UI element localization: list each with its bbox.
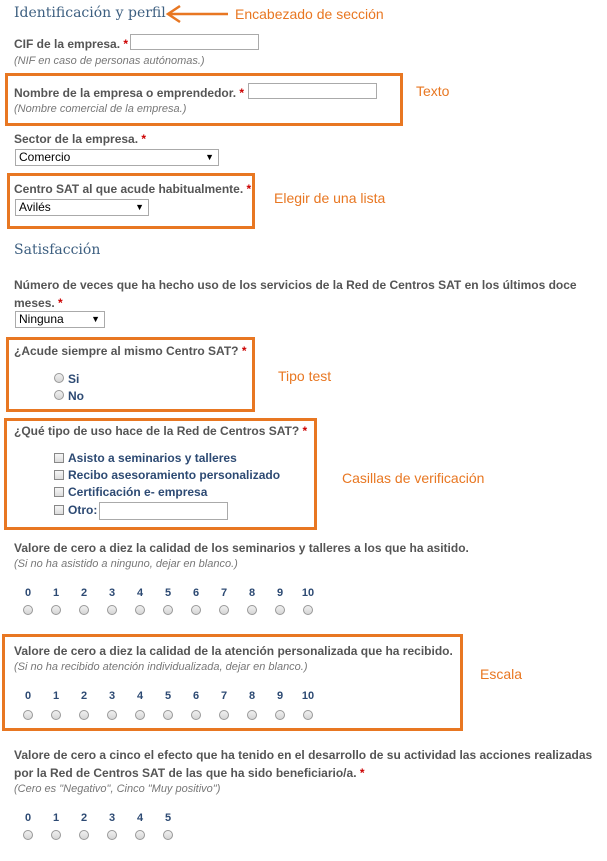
calidad-atencion-scale-label: 8 (248, 690, 256, 702)
efecto-hint: (Cero es "Negativo", Cinco "Muy positivo") (14, 783, 221, 795)
calidad-atencion-scale-label: 6 (192, 690, 200, 702)
calidad-seminarios-scale-label: 4 (136, 587, 144, 599)
calidad-atencion-scale-label: 2 (80, 690, 88, 702)
annotation-test: Tipo test (278, 368, 332, 384)
calidad-atencion-hint: (Si no ha recibido atención individualizada, dejar en blanco.) (14, 661, 308, 673)
calidad-atencion-scale-label: 5 (164, 690, 172, 702)
annotation-text: Texto (416, 83, 450, 99)
calidad-seminarios-scale-radio[interactable] (79, 605, 89, 615)
calidad-atencion-scale-radio[interactable] (51, 710, 61, 720)
efecto-scale-radio[interactable] (107, 830, 117, 840)
calidad-seminarios-scale-label: 3 (108, 587, 116, 599)
cif-label: CIF de la empresa. * (14, 37, 129, 51)
calidad-seminarios-scale-radio[interactable] (191, 605, 201, 615)
dropdown-arrow-icon: ▼ (135, 202, 144, 212)
calidad-atencion-scale-radio[interactable] (107, 710, 117, 720)
calidad-atencion-scale-radio[interactable] (275, 710, 285, 720)
centro-label: Centro SAT al que acude habitualmente. * (14, 182, 252, 196)
dropdown-arrow-icon: ▼ (91, 314, 100, 324)
efecto-scale-radio[interactable] (51, 830, 61, 840)
calidad-seminarios-scale-label: 1 (52, 587, 60, 599)
nombre-hint: (Nombre comercial de la empresa.) (14, 103, 187, 115)
mismo-centro-no-label: No (68, 389, 84, 403)
calidad-atencion-scale-label: 10 (301, 690, 315, 702)
dropdown-arrow-icon: ▼ (205, 152, 214, 162)
calidad-atencion-label: Valore de cero a diez la calidad de la atención personalizada que ha recibido. (14, 644, 453, 658)
annotation-section-header: Encabezado de sección (235, 6, 384, 22)
efecto-label: Valore de cero a cinco el efecto que ha tenido en el desarrollo de su actividad las acciones realizadas por la Red de Centros SAT de las que ha sido beneficiario/a. * (14, 748, 593, 780)
mismo-centro-si-radio[interactable] (54, 373, 64, 383)
centro-select[interactable] (15, 199, 149, 216)
calidad-seminarios-scale-radio[interactable] (51, 605, 61, 615)
efecto-scale-radio[interactable] (79, 830, 89, 840)
efecto-scale-radio[interactable] (163, 830, 173, 840)
annotation-checkboxes: Casillas de verificación (342, 470, 485, 486)
sector-select[interactable] (15, 149, 219, 166)
uso-otro-checkbox[interactable] (54, 505, 64, 515)
uso-certificacion-checkbox[interactable] (54, 487, 64, 497)
calidad-atencion-scale-radio[interactable] (163, 710, 173, 720)
uso-certificacion-label: Certificación e- empresa (68, 485, 208, 499)
calidad-atencion-scale-label: 7 (220, 690, 228, 702)
calidad-atencion-scale-label: 4 (136, 690, 144, 702)
calidad-seminarios-scale-label: 9 (276, 587, 284, 599)
calidad-atencion-scale-radio[interactable] (191, 710, 201, 720)
calidad-atencion-scale-radio[interactable] (219, 710, 229, 720)
uso-asesoramiento-checkbox[interactable] (54, 470, 64, 480)
calidad-seminarios-scale-label: 10 (301, 587, 315, 599)
calidad-atencion-scale-label: 9 (276, 690, 284, 702)
veces-label: Número de veces que ha hecho uso de los servicios de la Red de Centros SAT en los últimos doce meses. * (14, 278, 577, 310)
calidad-atencion-scale-label: 0 (24, 690, 32, 702)
calidad-atencion-scale-radio[interactable] (247, 710, 257, 720)
calidad-seminarios-scale-label: 5 (164, 587, 172, 599)
efecto-scale-radio[interactable] (135, 830, 145, 840)
calidad-seminarios-hint: (Si no ha asistido a ninguno, dejar en blanco.) (14, 558, 238, 570)
calidad-atencion-scale-radio[interactable] (303, 710, 313, 720)
mismo-centro-no-radio[interactable] (54, 390, 64, 400)
efecto-scale-label: 5 (164, 812, 172, 824)
veces-select[interactable] (15, 311, 105, 328)
cif-hint: (NIF en caso de personas autónomas.) (14, 55, 205, 67)
efecto-scale-label: 2 (80, 812, 88, 824)
calidad-seminarios-label: Valore de cero a diez la calidad de los seminarios y talleres a los que ha asitido. (14, 541, 469, 555)
calidad-seminarios-scale-radio[interactable] (303, 605, 313, 615)
nombre-label: Nombre de la empresa o emprendedor. * (14, 86, 245, 100)
annotation-list: Elegir de una lista (274, 190, 386, 206)
section-title-identificacion: Identificación y perfil (14, 5, 166, 21)
calidad-atencion-scale-label: 3 (108, 690, 116, 702)
calidad-atencion-scale-radio[interactable] (135, 710, 145, 720)
tipo-uso-label: ¿Qué tipo de uso hace de la Red de Centros SAT? * (14, 424, 308, 438)
calidad-seminarios-scale-radio[interactable] (23, 605, 33, 615)
calidad-atencion-scale-label: 1 (52, 690, 60, 702)
sector-label: Sector de la empresa. * (14, 132, 147, 146)
calidad-seminarios-scale-radio[interactable] (247, 605, 257, 615)
calidad-seminarios-scale-radio[interactable] (107, 605, 117, 615)
uso-otro-label: Otro: (68, 503, 98, 517)
section-title-satisfaccion: Satisfacción (14, 242, 101, 258)
calidad-seminarios-scale-label: 2 (80, 587, 88, 599)
veces-selected-value: Ninguna (19, 312, 64, 326)
calidad-atencion-scale-radio[interactable] (23, 710, 33, 720)
calidad-seminarios-scale-radio[interactable] (219, 605, 229, 615)
calidad-atencion-scale-radio[interactable] (79, 710, 89, 720)
calidad-seminarios-scale-radio[interactable] (135, 605, 145, 615)
calidad-seminarios-scale-label: 0 (24, 587, 32, 599)
uso-seminarios-checkbox[interactable] (54, 453, 64, 463)
calidad-seminarios-scale-radio[interactable] (275, 605, 285, 615)
cif-input[interactable] (130, 34, 259, 50)
annotation-scale: Escala (480, 666, 523, 682)
calidad-seminarios-scale-radio[interactable] (163, 605, 173, 615)
uso-seminarios-label: Asisto a seminarios y talleres (68, 451, 237, 465)
sector-selected-value: Comercio (19, 150, 71, 164)
mismo-centro-label: ¿Acude siempre al mismo Centro SAT? * (14, 344, 247, 358)
calidad-seminarios-scale-label: 8 (248, 587, 256, 599)
efecto-scale-label: 4 (136, 812, 144, 824)
arrow-left-icon (164, 4, 230, 24)
nombre-input[interactable] (248, 83, 377, 99)
efecto-scale-label: 3 (108, 812, 116, 824)
efecto-scale-radio[interactable] (23, 830, 33, 840)
centro-selected-value: Avilés (19, 200, 51, 214)
efecto-scale-label: 0 (24, 812, 32, 824)
mismo-centro-si-label: Si (68, 372, 80, 386)
calidad-seminarios-scale-label: 6 (192, 587, 200, 599)
uso-otro-input[interactable] (99, 502, 228, 520)
uso-asesoramiento-label: Recibo asesoramiento personalizado (68, 468, 281, 482)
efecto-scale-label: 1 (52, 812, 60, 824)
calidad-seminarios-scale-label: 7 (220, 587, 228, 599)
